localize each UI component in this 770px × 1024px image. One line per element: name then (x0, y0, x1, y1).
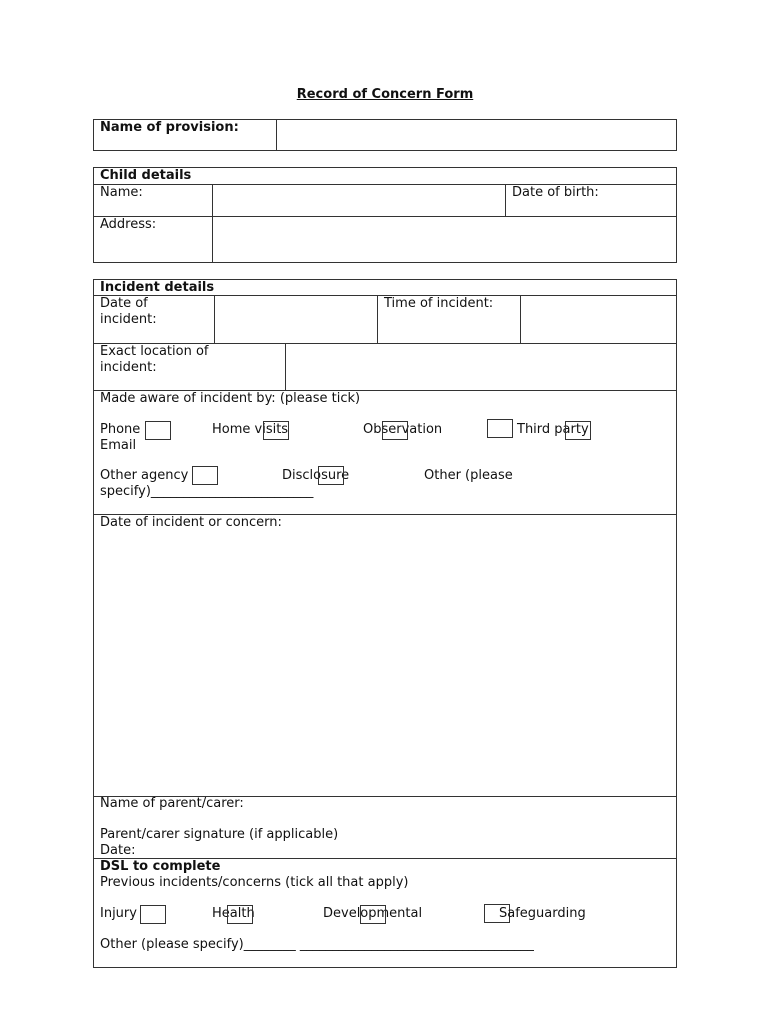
provision-table (93, 119, 677, 151)
option-disclosure-label: Disclosure (282, 468, 350, 483)
page-title: Record of Concern Form (296, 87, 474, 102)
option-other-agency-label: Other agency (100, 468, 189, 483)
health-checkbox[interactable] (227, 905, 253, 924)
address-label: Address: (100, 217, 157, 232)
disclosure-checkbox[interactable] (318, 466, 344, 485)
option-home-visits-label: Home visits (212, 422, 289, 437)
location-label (100, 344, 209, 376)
observation-checkbox[interactable] (382, 421, 408, 440)
injury-checkbox[interactable] (140, 905, 166, 924)
incident-time-label: Time of incident: (384, 296, 494, 311)
dob-label: Date of birth: (512, 185, 599, 200)
option-phone-label: Phone (100, 422, 141, 437)
dsl-other-specify: Other (please specify)________ ____________________________________ (100, 937, 534, 952)
child-name-field[interactable] (213, 185, 505, 215)
location-field[interactable] (286, 344, 676, 389)
incident-details-table (93, 279, 677, 859)
other-agency-checkbox[interactable] (192, 466, 218, 485)
address-field[interactable] (213, 217, 676, 262)
parent-date-label: Date: (100, 843, 136, 858)
incident-date-label-line2: incident: (100, 312, 157, 327)
option-observation-label: Observation (363, 422, 443, 437)
option-specify-label: specify)_________________________ (100, 484, 314, 499)
option-safeguarding-label: Safeguarding (499, 906, 586, 921)
option-injury-label: Injury (100, 906, 137, 921)
parent-signature-label: Parent/carer signature (if applicable) (100, 827, 339, 842)
location-label-line2: incident: (100, 360, 157, 375)
developmental-checkbox[interactable] (360, 905, 386, 924)
third-party-left-checkbox[interactable] (487, 419, 513, 438)
concern-label: Date of incident or concern: (100, 515, 282, 530)
option-email-label: Email (100, 438, 137, 453)
child-details-table (93, 167, 677, 263)
divider (505, 184, 506, 216)
provision-label: Name of provision: (100, 120, 239, 135)
option-health-label: Health (212, 906, 255, 921)
aware-label: Made aware of incident by: (please tick) (100, 391, 361, 406)
divider (377, 295, 378, 343)
phone-checkbox[interactable] (145, 421, 171, 440)
dsl-table (93, 858, 677, 968)
dsl-previous-label: Previous incidents/concerns (tick all that apply) (100, 875, 409, 890)
third-party-checkbox[interactable] (565, 421, 591, 440)
home-visits-checkbox[interactable] (263, 421, 289, 440)
incident-date-label (100, 296, 157, 328)
child-details-heading: Child details (100, 168, 192, 183)
option-other-label: Other (please (424, 468, 513, 483)
option-developmental-label: Developmental (323, 906, 423, 921)
dsl-heading: DSL to complete (100, 859, 221, 874)
concern-details-field[interactable] (95, 532, 675, 794)
location-label-line1: Exact location of (100, 344, 209, 359)
child-name-label: Name: (100, 185, 143, 200)
provision-name-field[interactable] (277, 120, 676, 150)
incident-time-field[interactable] (521, 296, 676, 342)
parent-name-label: Name of parent/carer: (100, 796, 244, 811)
incident-date-label-line1: Date of (100, 296, 148, 311)
incident-date-field[interactable] (215, 296, 377, 342)
option-third-party-label: Third party (517, 422, 589, 437)
incident-details-heading: Incident details (100, 280, 215, 295)
